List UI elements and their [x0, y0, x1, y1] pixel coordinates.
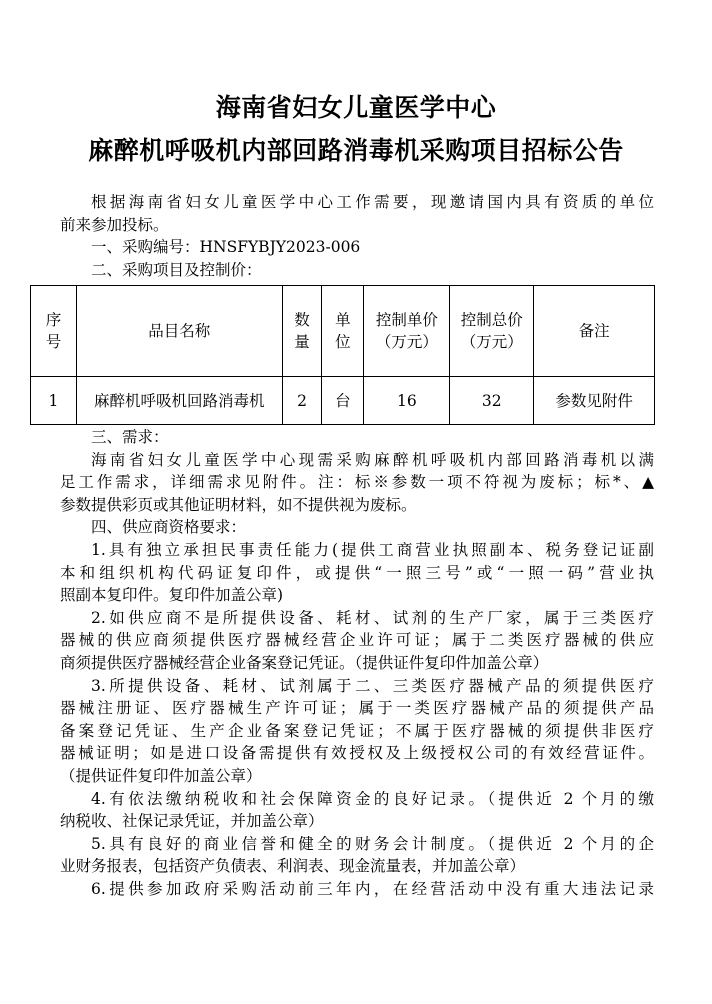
cell-unit: 台 — [322, 377, 364, 425]
requirements-section — [60, 426, 654, 900]
item3-line3: 备案登记凭证、生产企业备案登记凭证；不属于医疗器械的须提供非医疗 — [60, 721, 654, 740]
item5-line2: 业财务报表，包括资产负债表、利润表、现金流量表，并加盖公章） — [60, 857, 526, 876]
item2-line2: 器械的供应商须提供医疗器械经营企业许可证；属于二类医疗器械的供应 — [60, 631, 654, 650]
cell-seq: 1 — [31, 377, 77, 425]
header-remark: 备注 — [534, 286, 655, 377]
item3-line1: 3.所提供设备、耗材、试剂属于二、三类医疗器械产品的须提供医疗 — [91, 676, 654, 695]
item2-line1: 2.如供应商不是所提供设备、耗材、试剂的生产厂家，属于三类医疗 — [91, 608, 654, 627]
table-row — [31, 377, 655, 425]
section3-heading: 三、需求： — [91, 428, 169, 446]
item2-line3: 商须提供医疗器械经营企业备案登记凭证。（提供证件复印件加盖公章） — [60, 653, 549, 672]
section3-line2: 足工作需求，详细需求见附件。注：标※参数一项不符视为废标；标*、▲ — [60, 473, 654, 492]
header-unit: 单 位 — [322, 286, 364, 377]
document-title-line1: 海南省妇女儿童医学中心 — [215, 93, 497, 122]
item3-line2: 器械注册证、医疗器械生产许可证；属于一类医疗器械产品的须提供产品 — [60, 699, 654, 718]
header-unit-price: 控制单价 （万元） — [364, 286, 450, 377]
item5-line1: 5.具有良好的商业信誉和健全的财务会计制度。（提供近 2 个月的企 — [91, 834, 654, 853]
item4-line2: 纳税收、社保记录凭证，并加盖公章） — [60, 812, 324, 831]
cell-total-price: 32 — [450, 377, 534, 425]
item3-line4: 器械证明；如是进口设备需提供有效授权及上级授权公司的有效经营证件。 — [60, 744, 654, 763]
section2-heading: 二、采购项目及控制价： — [91, 260, 262, 279]
header-seq: 序 号 — [31, 286, 77, 377]
cell-name: 麻醉机呼吸机回路消毒机 — [76, 377, 282, 425]
table-header-row — [31, 286, 655, 377]
intro-line2: 前来参加投标。 — [60, 215, 169, 234]
header-name: 品目名称 — [76, 286, 282, 377]
item1-line2: 本和组织机构代码证复印件，或提供“一照三号”或“一照一码”营业执 — [60, 563, 654, 582]
item3-line5: （提供证件复印件加盖公章） — [60, 766, 262, 785]
header-qty: 数 量 — [282, 286, 322, 377]
header-total-price: 控制总价 （万元） — [450, 286, 534, 377]
procurement-number: 一、采购编号：HNSFYBJY2023-006 — [91, 238, 361, 257]
section4-heading: 四、供应商资格要求： — [91, 518, 247, 537]
section3-line1: 海南省妇女儿童医学中心现需采购麻醉机呼吸机内部回路消毒机以满 — [91, 450, 654, 469]
procurement-table — [30, 285, 655, 425]
item1-line3: 照副本复印件。复印件加盖公章) — [60, 586, 284, 605]
intro-line1: 根据海南省妇女儿童医学中心工作需要，现邀请国内具有资质的单位 — [91, 193, 654, 211]
document-title-line2: 麻醉机呼吸机内部回路消毒机采购项目招标公告 — [88, 136, 624, 165]
cell-remark: 参数见附件 — [534, 377, 655, 425]
item4-line1: 4.有依法缴纳税收和社会保障资金的良好记录。（提供近 2 个月的缴 — [91, 789, 654, 808]
item6-line1: 6.提供参加政府采购活动前三年内，在经营活动中没有重大违法记录 — [91, 879, 654, 898]
cell-qty: 2 — [282, 377, 322, 425]
intro-section — [60, 191, 654, 281]
section3-line3: 参数提供彩页或其他证明材料，如不提供视为废标。 — [60, 495, 417, 514]
cell-unit-price: 16 — [364, 377, 450, 425]
item1-line1: 1.具有独立承担民事责任能力(提供工商营业执照副本、税务登记证副 — [91, 540, 654, 559]
